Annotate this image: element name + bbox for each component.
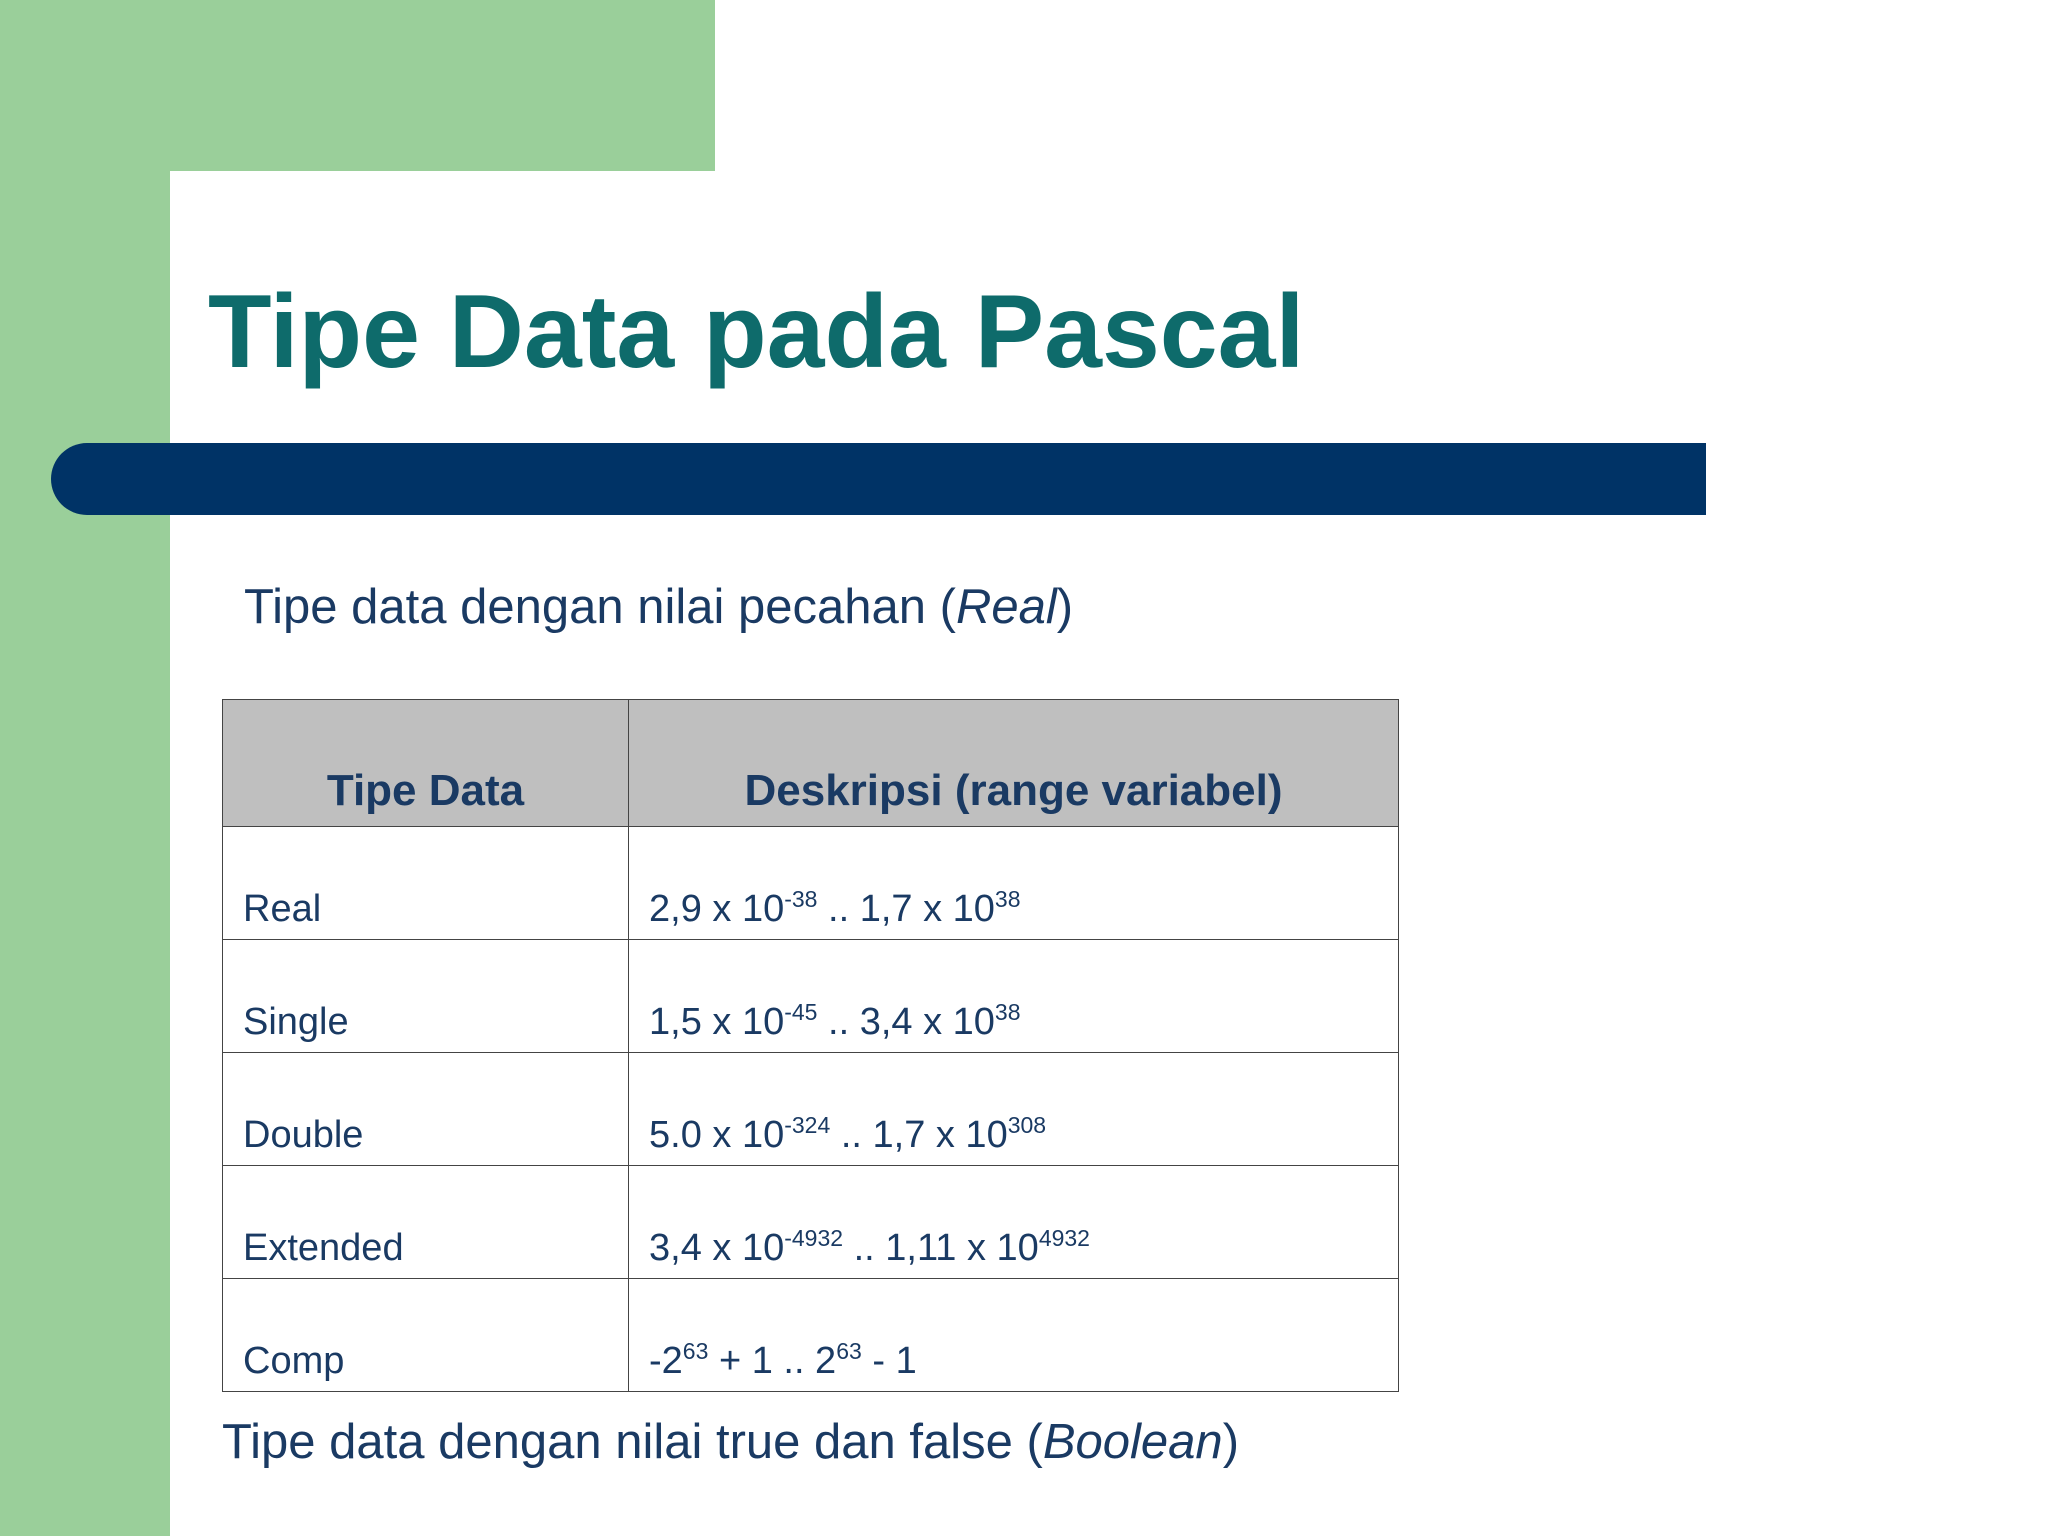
cell-description	[629, 1279, 1399, 1392]
exponent: 38	[994, 999, 1021, 1025]
exponent: 308	[1007, 1112, 1047, 1138]
description-text: .. 1,11 x 10	[843, 1227, 1039, 1269]
real-types-table	[222, 699, 1399, 1392]
cell-description	[629, 1166, 1399, 1279]
exponent: 63	[836, 1338, 862, 1364]
title-underline-bar	[51, 443, 1706, 515]
table-row	[223, 1279, 1399, 1392]
description-text: 3,4 x 10	[649, 1227, 785, 1269]
description-text: .. 3,4 x 10	[817, 1001, 995, 1043]
description-text: .. 1,7 x 10	[817, 888, 995, 930]
exponent: 38	[994, 886, 1021, 912]
exponent: -45	[784, 999, 818, 1025]
description-text: 5.0 x 10	[649, 1114, 785, 1156]
real-subheading-close: )	[1056, 580, 1074, 634]
description-text: .. 1,7 x 10	[830, 1114, 1008, 1156]
green-top-block	[0, 0, 715, 171]
slide-title: Tipe Data pada Pascal	[208, 274, 1305, 390]
header-tipe-data: Tipe Data	[223, 700, 629, 827]
exponent: -38	[784, 886, 818, 912]
exponent: -324	[784, 1112, 831, 1138]
cell-type: Extended	[223, 1166, 629, 1279]
description-text: + 1 .. 2	[708, 1340, 837, 1382]
table-row	[223, 940, 1399, 1053]
header-deskripsi: Deskripsi (range variabel)	[629, 700, 1399, 827]
boolean-subheading-text: Tipe data dengan nilai true dan false (	[222, 1415, 1043, 1469]
cell-type: Real	[223, 827, 629, 940]
cell-description	[629, 827, 1399, 940]
green-side-band	[0, 0, 170, 1536]
cell-description	[629, 940, 1399, 1053]
boolean-subheading	[222, 1413, 1239, 1472]
description-text: 2,9 x 10	[649, 888, 785, 930]
exponent: 63	[682, 1338, 709, 1364]
boolean-subheading-close: )	[1222, 1415, 1240, 1469]
real-subheading-text: Tipe data dengan nilai pecahan (	[244, 580, 956, 634]
exponent: -4932	[784, 1225, 844, 1251]
description-text: 1,5 x 10	[649, 1001, 785, 1043]
table-header-row	[223, 700, 1399, 827]
table-row	[223, 1053, 1399, 1166]
cell-type: Single	[223, 940, 629, 1053]
real-subheading-emphasis: Real	[955, 580, 1057, 634]
cell-type: Double	[223, 1053, 629, 1166]
table-body	[223, 827, 1399, 1392]
description-text: - 1	[861, 1340, 917, 1382]
cell-type: Comp	[223, 1279, 629, 1392]
cell-description	[629, 1053, 1399, 1166]
real-subheading	[244, 578, 1073, 637]
boolean-subheading-emphasis: Boolean	[1042, 1415, 1223, 1469]
description-text: -2	[649, 1340, 683, 1382]
table-row	[223, 1166, 1399, 1279]
table-row	[223, 827, 1399, 940]
exponent: 4932	[1038, 1225, 1090, 1251]
